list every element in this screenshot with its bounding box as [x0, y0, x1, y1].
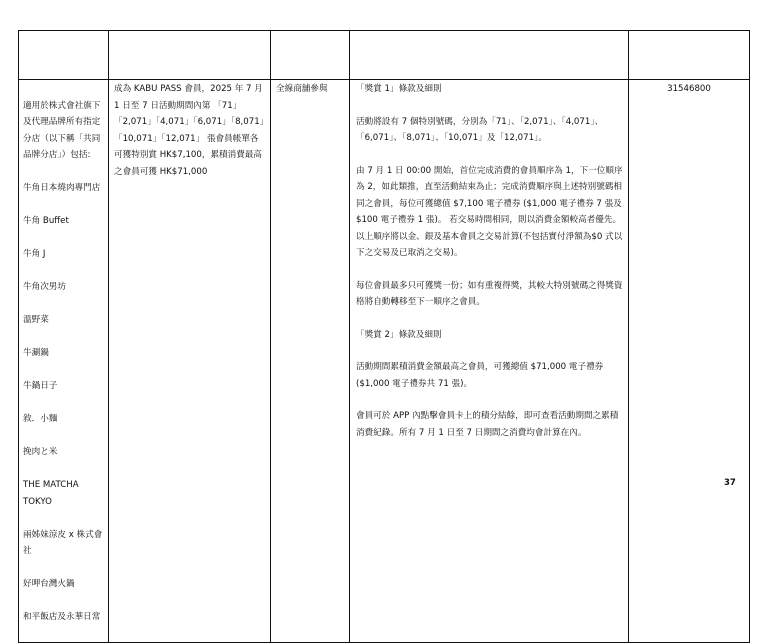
brand-item: 牛角次男坊 [23, 282, 66, 292]
brand-item: 溫野菜 [23, 315, 49, 325]
brand-item: 挽肉と米 [23, 447, 58, 457]
calculation-paragraph: 以上順序將以金、銀及基本會員之交易計算(不包括實付淨額為$0 式以下之交易及已取消之交易)。 [356, 231, 623, 258]
eligibility-cell [109, 80, 271, 643]
header-cell [19, 31, 109, 80]
outlets-cell [19, 80, 109, 643]
brand-item: 牛角 Buffet [23, 216, 69, 226]
brand-item: 牛角 J [23, 249, 46, 259]
reward1-heading: 「獎賞 1」條款及細則 [356, 84, 442, 94]
participating-cell [271, 80, 350, 643]
brand-item: 好呷台灣火鍋 [23, 579, 75, 589]
header-cell [350, 31, 629, 80]
outlets-text [19, 80, 108, 642]
header-cell [271, 31, 350, 80]
table-row [19, 80, 750, 643]
terms-text [350, 80, 628, 441]
eligibility-text: 成為 KABU PASS 會員，2025 年 7 月 1 日至 7 日活動期間內第 「71」「2,071」「4,071」「6,071」「8,071」「10,071」「12,071」 張會員帳單各可獲特別賞 HK$7,100，累積消費最高之會員可獲 HK$71,000 [114, 84, 264, 177]
table-header-row [19, 31, 750, 80]
top-spender-paragraph: 活動期間累積消費金額最高之會員，可獲總值 $71,000 電子禮券 ($1,000 電子禮券共 71 張)。 [356, 362, 604, 389]
reference-number: 31546800 [667, 84, 711, 94]
outlets-intro: 適用於株式會社旗下及代理品牌所有指定分店（以下稱「共同品牌分店」）包括: [23, 100, 101, 160]
special-numbers-paragraph: 活動將設有 7 個特別號碼，分別為「71」、「2,071」、「4,071」、「6,071」、「8,071」、「10,071」及「12,071」。 [356, 116, 604, 143]
app-record-paragraph: 會員可於 APP 內點擊會員卡上的積分結餘，即可查看活動期間之累積消費紀錄。所有 7 月 1 日至 7 日期間之消費均會計算在內。 [356, 411, 619, 438]
brand-item: 牛涮鍋 [23, 348, 49, 358]
reward2-heading: 「獎賞 2」條款及細則 [356, 329, 442, 340]
brand-item: 牛角日本燒肉專門店 [23, 183, 101, 193]
terms-table [18, 30, 750, 643]
reference-cell [629, 80, 750, 643]
brand-item: 兩姊妹涼皮 x 株式會社 [23, 529, 103, 556]
limit-paragraph: 每位會員最多只可獲獎一份；如有重複得獎，其較大特別號碼之得獎資格將自動轉移至下一順序之會員。 [356, 280, 623, 307]
brand-item: 敘．小麵 [23, 414, 58, 424]
terms-cell [350, 80, 629, 643]
participating-text: 全線商舖參與 [276, 84, 328, 94]
brand-item: 牛鍋日子 [23, 381, 58, 391]
order-rule-paragraph: 由 7 月 1 日 00:00 開始，首位完成消費的會員順序為 1，下一位順序為 2，如此類推，直至活動結束為止；完成消費順序與上述特別號碼相同之會員，每位可獲總值 $7,100 電子禮券 ($1,000 電子禮券 7 張及$100 電子禮券 1 張)。 若交易時間相同，則以消費金額較高者優先。 [356, 165, 623, 225]
header-cell [109, 31, 271, 80]
page-number: 37 [724, 478, 736, 488]
brand-item: 和平飯店及永華日常 [23, 612, 101, 622]
header-cell [629, 31, 750, 80]
brand-item: THE MATCHA TOKYO [23, 480, 79, 507]
